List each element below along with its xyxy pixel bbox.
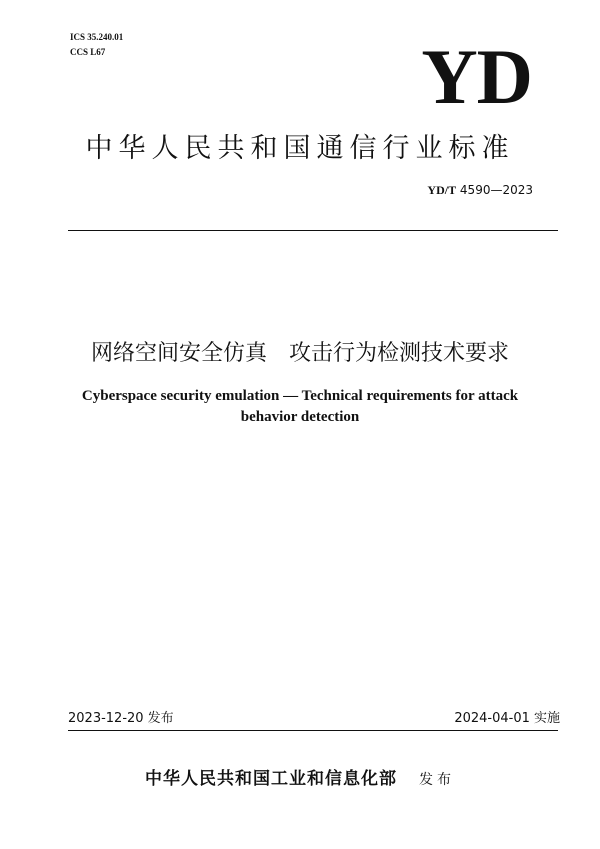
publisher — [0, 764, 600, 789]
classification-codes — [70, 30, 123, 60]
title-english-line-2: behavior detection — [240, 409, 360, 425]
publish-date: 2023-12-20 发布 — [68, 711, 174, 726]
yd-logo: YD — [421, 33, 532, 120]
implement-date: 2024-04-01 实施 — [454, 711, 560, 726]
bottom-divider — [68, 730, 558, 731]
issue-action: 发布 — [419, 772, 455, 788]
ics-code: ICS 35.240.01 — [70, 32, 124, 42]
title-chinese: 网络空间安全仿真 攻击行为检测技术要求 — [90, 341, 509, 366]
standard-number-value: 4590—2023 — [459, 183, 533, 197]
top-divider — [68, 230, 558, 231]
standard-number — [427, 183, 533, 198]
issuing-authority: 中华人民共和国工业和信息化部 — [145, 769, 397, 789]
title-english — [60, 386, 540, 428]
standard-category: 中华人民共和国通信行业标准 — [85, 133, 515, 164]
ccs-code: CCS L67 — [70, 47, 106, 57]
standard-prefix: YD/T — [427, 183, 457, 197]
title-english-line-1: Cyberspace security emulation — Technical requirements for attack — [81, 388, 519, 404]
